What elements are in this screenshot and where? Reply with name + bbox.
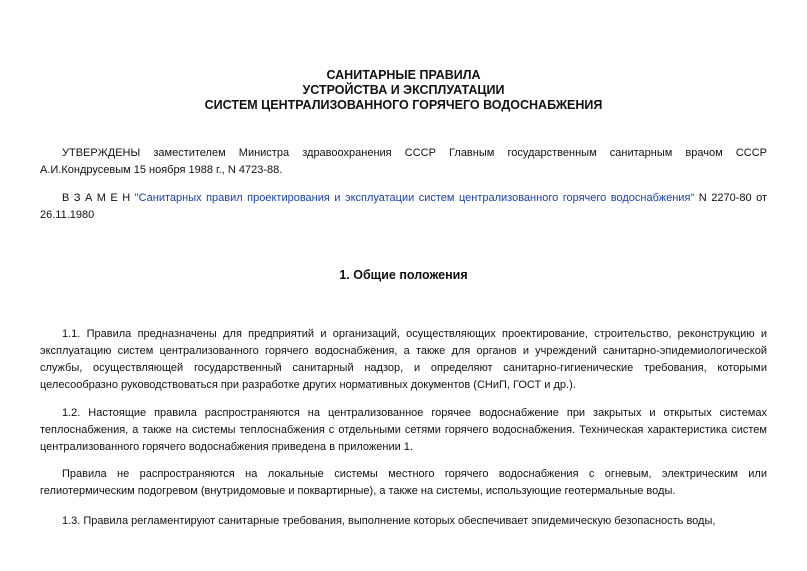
document-title: [0, 68, 807, 113]
title-line-3: СИСТЕМ ЦЕНТРАЛИЗОВАННОГО ГОРЯЧЕГО ВОДОСНАБЖЕНИЯ: [204, 98, 603, 112]
replacement-prefix: В З А М Е Н: [62, 192, 135, 204]
paragraph-1-3: 1.3. Правила регламентируют санитарные требования, выполнение которых обеспечивает эпидемическую безопасность воды,: [62, 515, 716, 527]
approval-paragraph: УТВЕРЖДЕНЫ заместителем Министра здравоохранения СССР Главным государственным санитарным врачом СССР А.И.Кондрусевым 15 ноября 1988 г., N 4723-88.: [40, 147, 767, 176]
paragraph-1-2: 1.2. Настоящие правила распространяются на централизованное горячее водоснабжение при закрытых и открытых системах теплоснабжения, а также на системы теплоснабжения с отдельными сетями горячего водоснабжения. Техническая характеристика систем централизованного горячего водоснабжения приведена в приложении 1.: [40, 407, 767, 453]
paragraph-1-1: 1.1. Правила предназначены для предприятий и организаций, осуществляющих проектирование, строительство, реконструкцию и эксплуатацию систем централизованного горячего водоснабжения, а также для органов и учреждений санитарно-эпидемиологической службы, осуществляющей государственный санитарный надзор, и определяют санитарно-гигиенические требования, которыми целесообразно руководствоваться при разработке других нормативных документов (СНиП, ГОСТ и др.).: [40, 328, 767, 391]
replacement-suffix: N 2270-80 от 26.11.1980: [40, 192, 767, 221]
replacement-paragraph: [40, 190, 767, 224]
replaced-rules-link[interactable]: "Санитарных правил проектирования и эксплуатации систем централизованного горячего водоснабжения": [134, 192, 695, 204]
paragraph-exclusions: Правила не распространяются на локальные системы местного горячего водоснабжения с огневым, электрическим или гелиотермическим подогревом (внутридомовые и поквартирные), а также на системы, использующие геотермальные воды.: [40, 468, 767, 497]
title-line-2: УСТРОЙСТВА И ЭКСПЛУАТАЦИИ: [302, 83, 505, 97]
title-line-1: САНИТАРНЫЕ ПРАВИЛА: [326, 68, 481, 82]
section-heading: 1. Общие положения: [339, 268, 468, 282]
